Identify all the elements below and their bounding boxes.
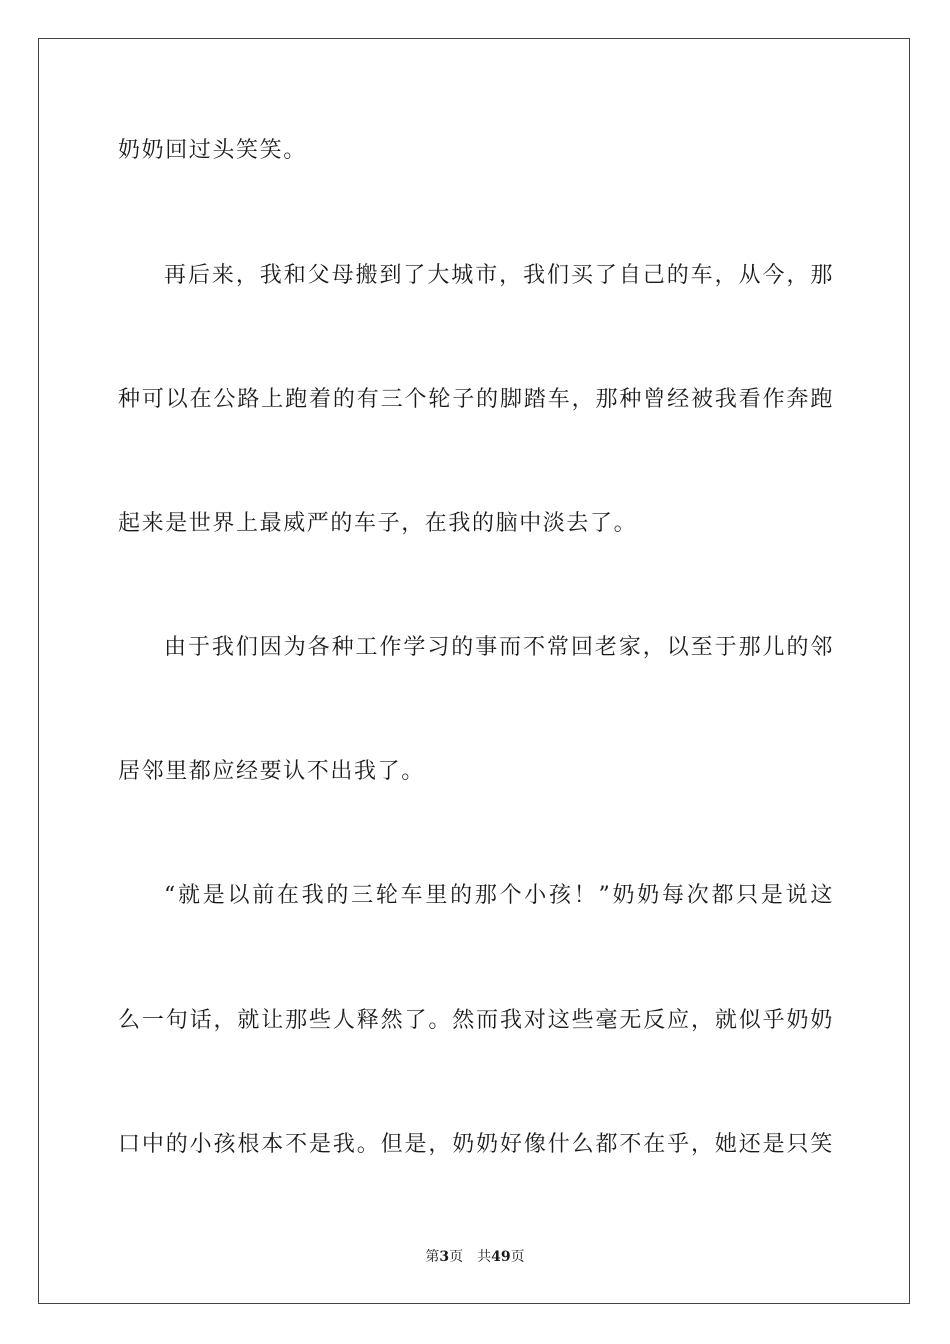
page-number: 3 bbox=[439, 1249, 450, 1265]
text-line: 种可以在公路上跑着的有三个轮子的脚踏车，那种曾经被我看作奔跑 bbox=[118, 387, 834, 412]
text-line: “就是以前在我的三轮车里的那个小孩！”奶奶每次都只是说这 bbox=[164, 883, 834, 908]
text-line: 口中的小孩根本不是我。但是，奶奶好像什么都不在乎，她还是只笑 bbox=[118, 1132, 834, 1157]
total-suffix: 页 bbox=[510, 1249, 525, 1265]
page-prefix: 第 bbox=[425, 1249, 440, 1265]
page-suffix: 页 bbox=[449, 1249, 464, 1265]
text-line: 居邻里都应经要认不出我了。 bbox=[118, 759, 425, 784]
text-line: 再后来，我和父母搬到了大城市，我们买了自己的车，从今，那 bbox=[164, 263, 834, 288]
text-line: 由于我们因为各种工作学习的事而不常回老家，以至于那儿的邻 bbox=[164, 635, 834, 660]
total-prefix: 共 bbox=[477, 1249, 492, 1265]
text-line: 么一句话，就让那些人释然了。然而我对这些毫无反应，就似乎奶奶 bbox=[118, 1008, 834, 1033]
page-border bbox=[38, 38, 910, 1304]
text-line: 起来是世界上最威严的车子，在我的脑中淡去了。 bbox=[118, 511, 638, 536]
page-footer bbox=[0, 1247, 950, 1267]
text-line: 奶奶回过头笑笑。 bbox=[118, 138, 307, 163]
total-pages: 49 bbox=[491, 1249, 511, 1265]
